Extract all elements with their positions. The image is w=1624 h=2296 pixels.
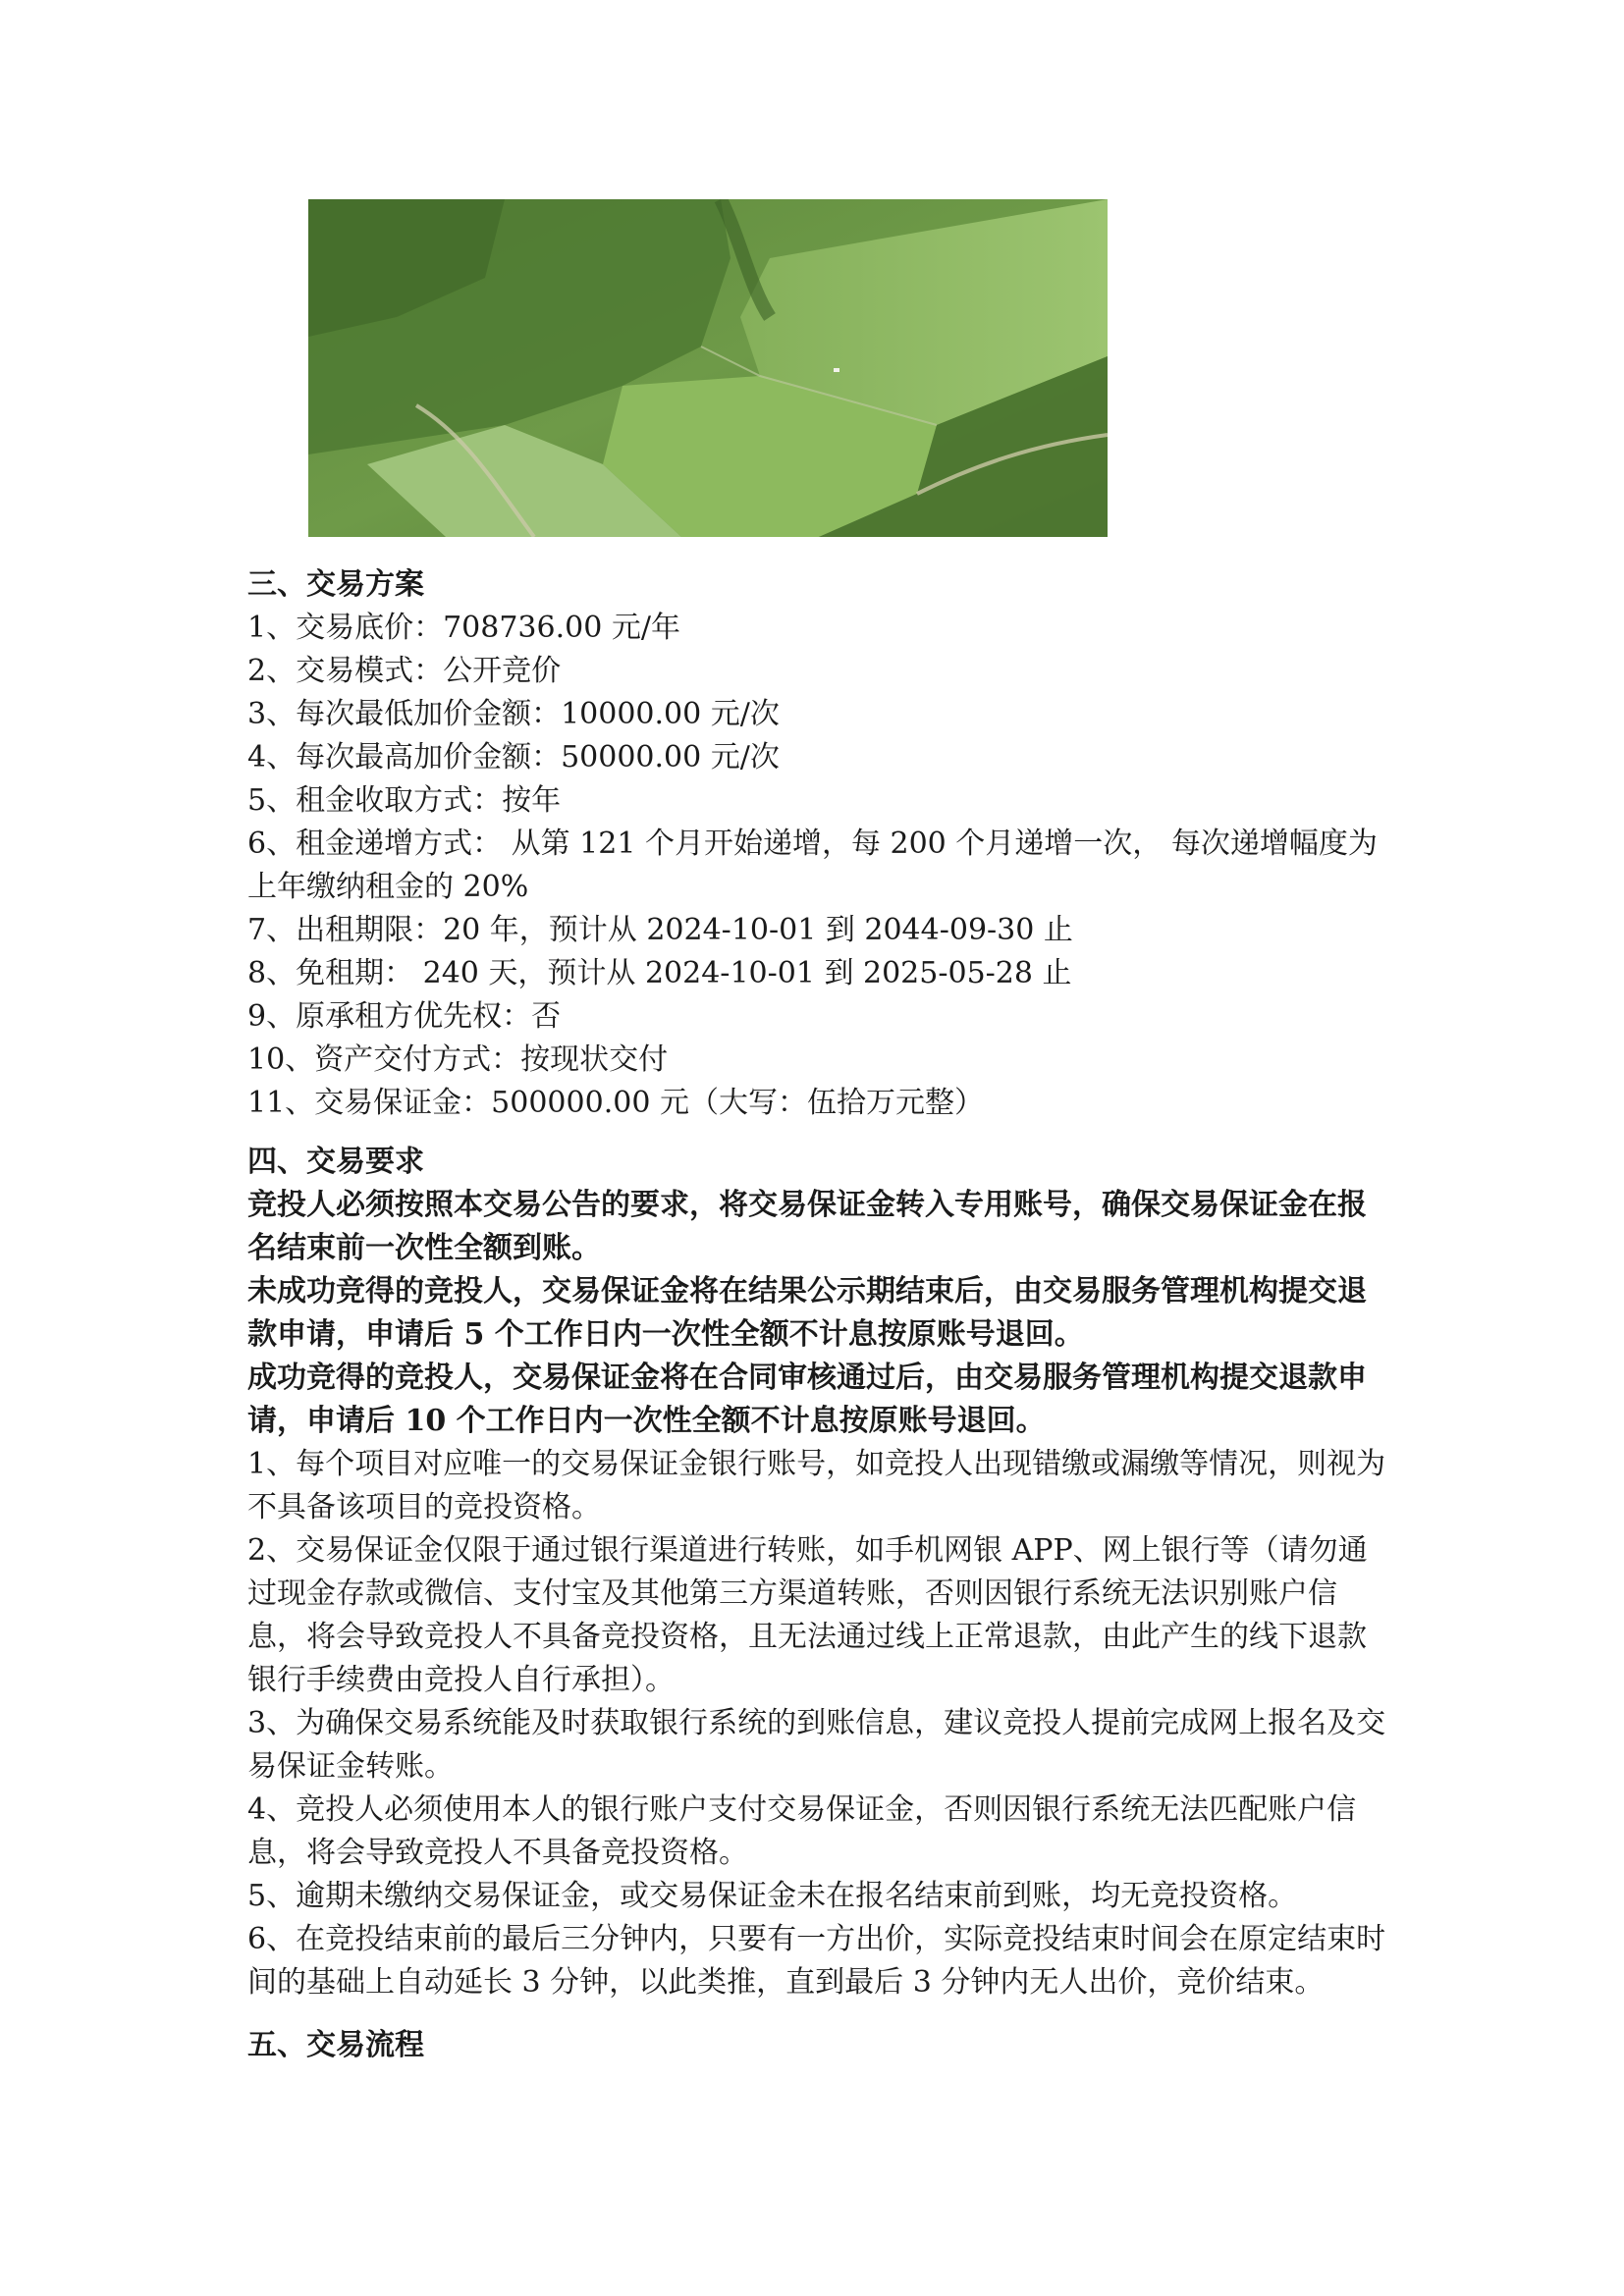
section-4-item: 5、逾期未缴纳交易保证金，或交易保证金未在报名结束前到账，均无竞投资格。 [247, 1879, 1298, 1913]
section-3-item: 4、每次最高加价金额：50000.00 元/次 [247, 740, 780, 774]
aerial-farmland-photo [308, 199, 1108, 537]
section-4-bold-paragraph: 未成功竞得的竞投人，交易保证金将在结果公示期结束后，由交易服务管理机构提交退款申请，申请后 5 个工作日内一次性全额不计息按原账号退回。 [247, 1274, 1367, 1352]
section-4-item: 4、竞投人必须使用本人的银行账户支付交易保证金，否则因银行系统无法匹配账户信息，将会导致竞投人不具备竞投资格。 [247, 1792, 1357, 1870]
section-4-item: 6、在竞投结束前的最后三分钟内，只要有一方出价，实际竞投结束时间会在原定结束时间的基础上自动延长 3 分钟，以此类推，直到最后 3 分钟内无人出价，竞价结束。 [247, 1922, 1386, 2000]
section-3-item: 9、原承租方优先权：否 [247, 999, 562, 1034]
section-3-item: 2、交易模式：公开竞价 [247, 654, 562, 688]
section-3-item: 11、交易保证金：500000.00 元（大写：伍拾万元整） [247, 1086, 984, 1120]
section-4-bold-paragraph: 成功竞得的竞投人，交易保证金将在合同审核通过后，由交易服务管理机构提交退款申请，申请后 10 个工作日内一次性全额不计息按原账号退回。 [247, 1361, 1367, 1438]
section-4-item: 1、每个项目对应唯一的交易保证金银行账号，如竞投人出现错缴或漏缴等情况，则视为不具备该项目的竞投资格。 [247, 1447, 1386, 1524]
section-3-item: 5、租金收取方式：按年 [247, 783, 562, 818]
section-3-item: 10、资产交付方式：按现状交付 [247, 1042, 669, 1077]
section-3-item: 7、出租期限：20 年，预计从 2024-10-01 到 2044-09-30 止 [247, 913, 1073, 947]
section-3-heading: 三、交易方案 [247, 567, 424, 602]
section-4-bold-paragraph: 竞投人必须按照本交易公告的要求，将交易保证金转入专用账号，确保交易保证金在报名结束前一次性全额到账。 [247, 1188, 1367, 1265]
section-4-item: 3、为确保交易系统能及时获取银行系统的到账信息，建议竞投人提前完成网上报名及交易保证金转账。 [247, 1706, 1386, 1784]
section-3-item: 8、免租期： 240 天，预计从 2024-10-01 到 2025-05-28 止 [247, 956, 1072, 990]
section-3-item: 3、每次最低加价金额：10000.00 元/次 [247, 697, 780, 731]
section-4-heading: 四、交易要求 [247, 1145, 424, 1179]
document-body [247, 563, 1386, 2067]
section-4-item: 2、交易保证金仅限于通过银行渠道进行转账，如手机网银 APP、网上银行等（请勿通过现金存款或微信、支付宝及其他第三方渠道转账，否则因银行系统无法识别账户信息，将会导致竞投人不具备竞投资格，且无法通过线上正常退款，由此产生的线下退款银行手续费由竞投人自行承担）。 [247, 1533, 1368, 1697]
section-3-item: 1、交易底价：708736.00 元/年 [247, 611, 680, 645]
aerial-farmland-icon [308, 199, 1108, 537]
section-3-item: 6、租金递增方式： 从第 121 个月开始递增，每 200 个月递增一次， 每次递增幅度为上年缴纳租金的 20% [247, 827, 1378, 904]
section-5-heading: 五、交易流程 [247, 2028, 424, 2062]
